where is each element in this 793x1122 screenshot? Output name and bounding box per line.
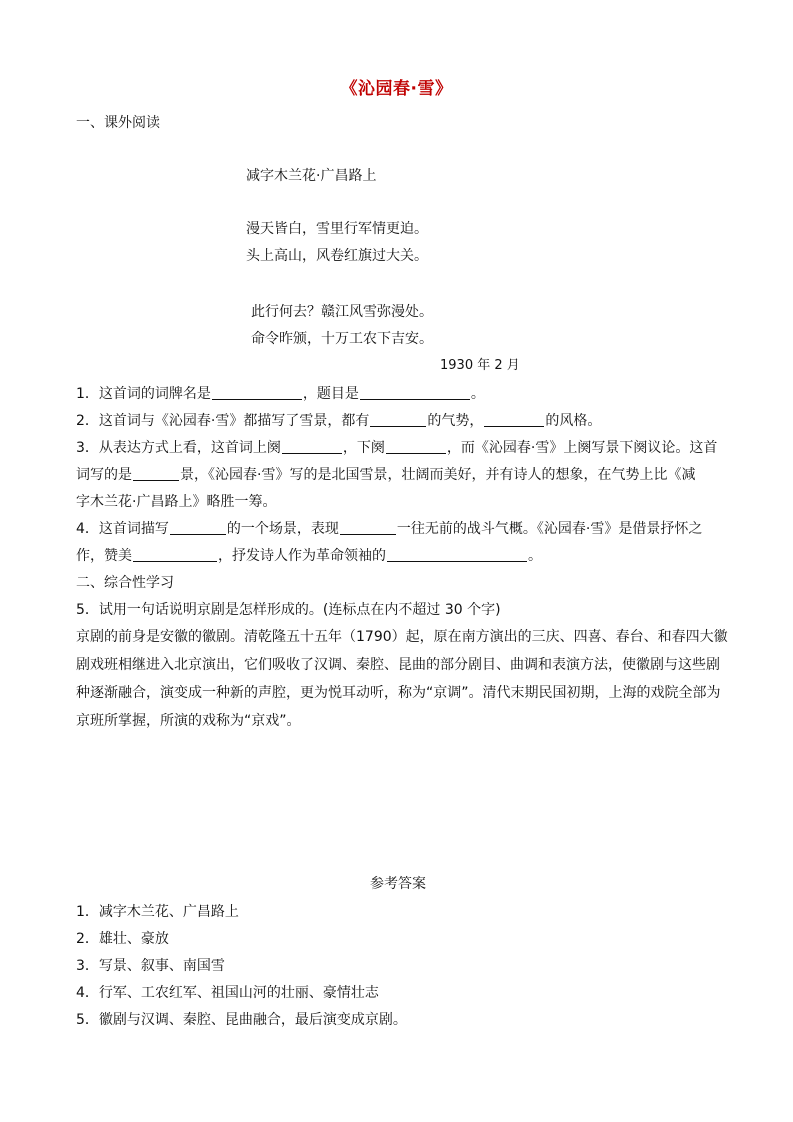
- question-5: 5．试用一句话说明京剧是怎样形成的。(连标点在内不超过 30 个字): [76, 602, 501, 618]
- answer-item-5: 5．徽剧与汉调、秦腔、昆曲融合，最后演变成京剧。: [76, 1012, 407, 1028]
- answer-blank: [484, 412, 544, 427]
- answer-item-2: 2．雄壮、豪放: [76, 931, 169, 947]
- question-2-text-b: 的气势，: [427, 413, 484, 429]
- question-4-text-b: 的一个场景，表现: [226, 521, 339, 537]
- question-3-text-a: 3．从表达方式上看，这首词上阕: [76, 440, 281, 456]
- answer-item-3: 3．写景、叙事、南国雪: [76, 958, 225, 974]
- answer-blank: [360, 385, 470, 400]
- poem-line-2: 头上高山，风卷红旗过大关。: [246, 248, 428, 264]
- answer-blank: [282, 439, 342, 454]
- section-heading-comprehensive: 二、综合性学习: [76, 575, 174, 591]
- question-4-line-2: [76, 547, 542, 565]
- question-3-text-b: ，下阕: [342, 440, 385, 456]
- question-1-text-b: ，题目是: [302, 386, 359, 402]
- answers-heading: 参考答案: [370, 876, 426, 892]
- poem-date: 1930 年 2 月: [440, 358, 520, 373]
- answer-item-4: 4．行军、工农红军、祖国山河的壮丽、豪情壮志: [76, 985, 379, 1001]
- question-4-text-f: 。: [528, 548, 542, 564]
- question-1-text-a: 1．这首词的词牌名是: [76, 386, 211, 402]
- question-2-text-a: 2．这首词与《沁园春·雪》都描写了雪景，都有: [76, 413, 370, 429]
- answer-blank: [387, 547, 527, 562]
- answer-blank: [133, 547, 217, 562]
- passage-line-2: 剧戏班相继进入北京演出，它们吸收了汉调、秦腔、昆曲的部分剧目、曲调和表演方法，使徽剧与这些剧: [76, 657, 720, 673]
- question-4-text-e: ，抒发诗人作为革命领袖的: [218, 548, 386, 564]
- answer-blank: [340, 520, 396, 535]
- question-4-line-1: [76, 520, 702, 538]
- answer-blank: [386, 439, 446, 454]
- question-2: [76, 412, 601, 430]
- answer-item-1: 1．减字木兰花、广昌路上: [76, 904, 239, 920]
- answer-blank: [170, 520, 226, 535]
- answer-blank: [133, 466, 179, 481]
- question-4-text-a: 4．这首词描写: [76, 521, 169, 537]
- question-3-line-2: [76, 466, 695, 484]
- document-title: 《沁园春·雪》: [340, 79, 453, 99]
- question-1: [76, 385, 485, 403]
- question-3-text-d: 词写的是: [76, 467, 132, 483]
- question-3-text-c: ，而《沁园春·雪》上阕写景下阕议论。这首: [446, 440, 718, 456]
- question-4-text-c: 一往无前的战斗气概。《沁园春·雪》是借景抒怀之: [396, 521, 703, 537]
- question-1-text-c: 。: [470, 386, 485, 402]
- poem-title: 减字木兰花·广昌路上: [246, 168, 377, 184]
- question-3-text-e: 景，《沁园春·雪》写的是北国雪景，壮阔而美好，并有诗人的想象，在气势上比《减: [180, 467, 696, 483]
- poem-line-3: 此行何去？赣江风雪弥漫处。: [251, 304, 433, 320]
- poem-line-4: 命令昨颁，十万工农下吉安。: [251, 331, 433, 347]
- poem-line-1: 漫天皆白，雪里行军情更迫。: [246, 221, 428, 237]
- answer-blank: [370, 412, 426, 427]
- question-3-line-3: 字木兰花·广昌路上》略胜一筹。: [76, 494, 277, 510]
- answer-blank: [212, 385, 302, 400]
- section-heading-reading: 一、课外阅读: [76, 115, 160, 131]
- question-4-text-d: 作，赞美: [76, 548, 132, 564]
- question-3-line-1: [76, 439, 717, 457]
- passage-line-4: 京班所掌握，所演的戏称为“京戏”。: [76, 713, 301, 729]
- passage-line-3: 种逐渐融合，演变成一种新的声腔，更为悦耳动听，称为“京调”。清代末期民国初期，上海的戏院全部为: [76, 685, 721, 701]
- question-2-text-c: 的风格。: [545, 413, 602, 429]
- passage-line-1: 京剧的前身是安徽的徽剧。清乾隆五十五年（1790）起，原在南方演出的三庆、四喜、春台、和春四大徽: [76, 629, 728, 645]
